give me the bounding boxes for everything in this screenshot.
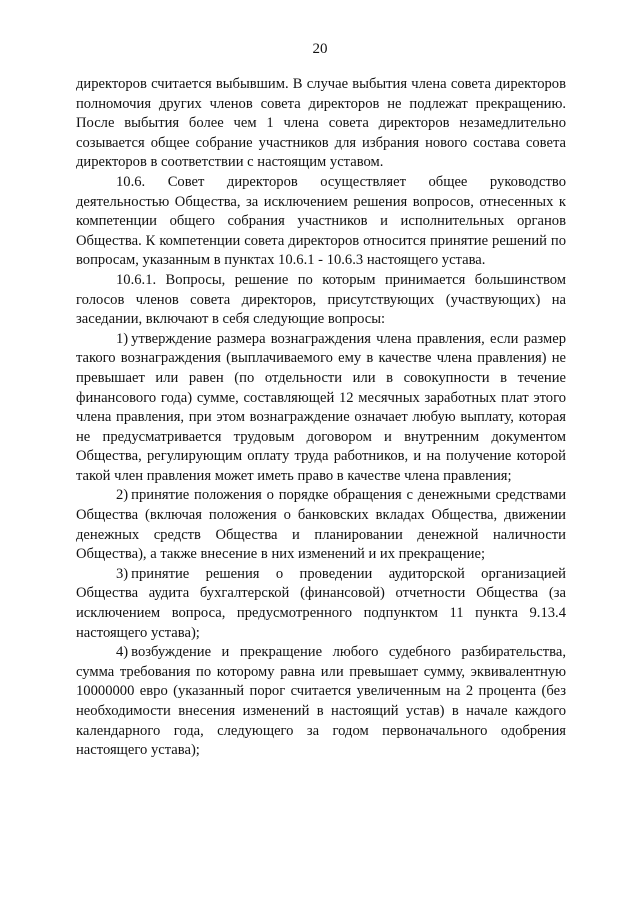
document-body [76,75,566,761]
list-item [76,643,566,761]
list-item [76,565,566,643]
list-item-text: возбуждение и прекращение любого судебного разбирательства, сумма требования по которому равна или превышает сумму, эквивалентную 10000000 евро (указанный порог считается увеличенным на 2 процента (без необходимости внесения изменений в настоящий устав) в начале каждого календарного года, следующего за годом первоначального одобрения настоящего устава); [76,644,566,759]
paragraph-10-6: 10.6. Совет директоров осуществляет общее руководство деятельностью Общества, за исключением решения вопросов, отнесенных к компетенции общего собрания участников и исполнительных органов Общества. К компетенции совета директоров относится принятие решений по вопросам, указанным в пунктах 10.6.1 - 10.6.3 настоящего устава. [76,173,566,269]
list-item-number: 2) [116,487,129,504]
list-item-text: утверждение размера вознаграждения члена правления, если размер такого вознаграждения (выплачиваемого ему в качестве члена правления) не превышает или равен (по отдельности или в совокупности в течение финансового года) сумме, составляющей 12 месячных заработных плат этого члена правления, при этом вознаграждение означает любую выплату, которая не предусматривается трудовым договором и внутренним документом Общества, регулирующим оплату труда работников, и на получение которой такой член правления может иметь право в качестве члена правления; [76,330,566,484]
page-number: 20 [312,41,328,57]
list-item-text: принятие решения о проведении аудиторской организацией Общества аудита бухгалтерской (финансовой) отчетности Общества (за исключением вопроса, предусмотренного подпунктом 11 пункта 9.13.4 настоящего устава); [76,565,566,641]
list-item [76,486,566,564]
list-item-text: принятие положения о порядке обращения с денежными средствами Общества (включая положения о банковских вкладах Общества, движении денежных средств Общества и планировании денежной наличности Общества), а также внесение в них изменений и их прекращение; [76,487,566,563]
paragraph-continuation: директоров считается выбывшим. В случае выбытия члена совета директоров полномочия других членов совета директоров не подлежат прекращению. После выбытия более чем 1 члена совета директоров незамедлительно созывается общее собрание участников для избрания нового состава совета директоров в соответствии с настоящим уставом. [76,76,566,171]
list-item-number: 4) [116,644,129,661]
list-item-number: 3) [116,565,129,582]
paragraph-10-6-1: 10.6.1. Вопросы, решение по которым принимается большинством голосов членов совета директоров, присутствующих (участвующих) на заседании, включают в себя следующие вопросы: [76,271,566,328]
list-item [76,330,566,487]
list-item-number: 1) [116,330,129,347]
